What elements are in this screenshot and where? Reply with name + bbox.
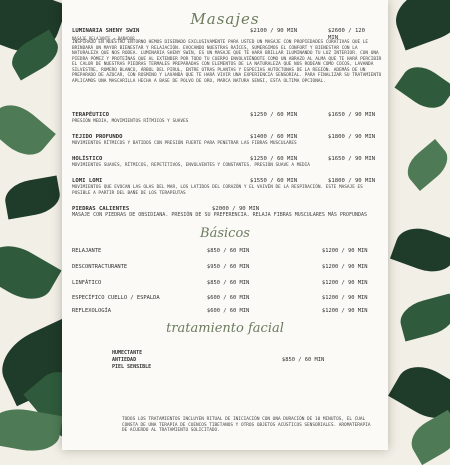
facial-option: ANTIEDAD [112,357,137,363]
service-piedras-calientes [72,206,378,224]
basic-price-60: $600 / 60 MIN [207,295,250,301]
section-title-facial: tratamiento facial [166,321,284,336]
service-price-90: $1800 / 90 MIN [328,134,376,140]
service-name: LOMI LOMI [72,178,103,184]
basic-price-60: $850 / 60 MIN [207,248,250,254]
basic-price-90: $1200 / 90 MIN [322,280,368,286]
basic-price-90: $1200 / 90 MIN [322,264,368,270]
basic-price-60: $950 / 60 MIN [207,264,250,270]
service-price-90: $1650 / 90 MIN [328,156,376,162]
service-description: PRESIÓN MEDIA, MOVIMIENTOS RÍTMICOS Y SUAVES [72,119,189,124]
service-lomi-lomi [72,178,378,202]
service-price-60: $1550 / 60 MIN [250,178,298,184]
facial-option: PIEL SENSIBLE [112,364,152,370]
service-tejido-profundo [72,134,378,152]
service-description: INSPIRADO EN NUESTRO ENTORNO HEMOS DISEÑADO EXCLUSIVAMENTE PARA USTED UN MASAJE CON PROPIEDADES CURATIVAS QUE LE BRINDARÁ UN MAYOR BIENESTAR Y RELAJACIÓN. EVOCANDO NUESTRAS RAÍCES, SUMERGIMOS EL CONFORT Y BIENESTAR CON LA NATURALEZA QUE NOS RODEA. LUMINARIA SHENY SWIN, ES UN MASAJE QUE TE HARÁ BRILLAR ILUMINANDO TU LUZ INTERIOR. CON UNA PIEDRA PÓMEZ Y PROTEÍNAS QUE AL EXTENDER POR TODO TU CUERPO ENVOLVIÉNDOTE COMO UN ABRAZO AL ALMA QUE TE HARÁ PERCIBIR EL CALOR DE NUESTRAS PIEDRAS TERMALES PREPARADAS CON ELEMENTOS DE LA NATURALEZA QUE NOS RODEAN COMO COCOS, LAVANDA SILVESTRE, ROMERO BLANCO, ÁRBOL DEL PIRUL, ENTRE OTRAS PLANTAS Y ESPECIAS AUTÓCTONAS DE LA REGIÓN. ADEMÁS DE UN PREPARADO DE AZÚCAR, CON ROSMINO Y LAVANDA QUE TE HARÁ VIVIR UNA EXPERIENCIA SENSORIAL. PARA FINALIZAR SU TRATAMIENTO APLICAMOS UNA MASCARILLA HECHA A BASE DE POLVO DE ORO, MARCA NATURA SENSI, ESTA ÚLTIMA OPCIONAL. [72,40,382,84]
service-description: MOVIMIENTOS QUE EVOCAN LAS OLAS DEL MAR, LOS LATIDOS DEL CORAZÓN Y EL VAIVÉN DE LA RESPIRACIÓN. ESTE MASAJE ES POSIBLE A PARTIR DEL BAÑE DE LOS TERAPEUTAS [72,185,363,196]
basic-price-60: $850 / 60 MIN [207,280,250,286]
service-holistico [72,156,378,174]
service-description: MOVIMIENTOS SUAVES, RÍTMICOS, REPETITIVOS, ENVOLVENTES Y CONSTANTES. PRESIÓN SUAVE A MEDIA [72,163,310,168]
footer-note: TODOS LOS TRATAMIENTOS INCLUYEN RITUAL DE INICIACIÓN CON UNA DURACIÓN DE 10 MINUTOS, EL CUAL CONSTA DE UNA TERAPIA DE CUENCOS TIBETANOS Y OTROS OBJETOS ACÚSTICOS SENSORIALES. AROMATERAPIA DE ACUERDO AL TRATAMIENTO SOLICITADO. [122,417,371,434]
service-name: TERAPÉUTICO [72,112,110,118]
service-price-60: $1250 / 60 MIN [250,112,298,118]
service-price-60: $1400 / 60 MIN [250,134,298,140]
basic-price-90: $1200 / 90 MIN [322,308,368,314]
basic-price-60: $600 / 60 MIN [207,308,250,314]
basic-name: RELAJANTE [72,248,102,254]
facial-price: $850 / 60 MIN [282,357,325,363]
section-title-basicos: Básicos [200,226,250,241]
service-description: MASAJE CON PIEDRAS DE OBSIDIANA. PRESIÓN DE SU PREFERENCIA. RELAJA FIBRAS MUSCULARES MÁS PROFUNDAS [72,212,368,218]
service-subtitle: MASAJE RELAJANTE + BAÑADOR [72,36,135,41]
basic-name: ESPECÍFICO CUELLO / ESPALDA [72,295,160,301]
facial-option: HUMECTANTE [112,350,143,356]
facial-options [112,350,151,371]
service-description: MOVIMIENTOS RÍTMICOS Y BATIDOS CON PRESIÓN FUERTE PARA PENETRAR LAS FIBRAS MUSCULARES [72,141,297,146]
service-name: PIEDRAS CALIENTES [72,206,130,212]
service-name: TEJIDO PROFUNDO [72,134,123,140]
service-luminaria [72,28,382,100]
service-name: LUMINARIA SHENY SWIN [72,28,140,34]
basic-name: REFLEXOLOGÍA [72,308,111,314]
basic-price-90: $1200 / 90 MIN [322,248,368,254]
service-terapeutico [72,112,378,130]
section-title-masajes: Masajes [190,10,260,28]
service-name: HOLÍSTICO [72,156,103,162]
service-price-90: $2600 / 120 MIN [328,28,366,41]
basic-name: DESCONTRACTURANTE [72,264,128,270]
service-price-60: $1250 / 60 MIN [250,156,298,162]
basic-name: LINFÁTICO [72,280,102,286]
service-price-90: $2000 / 90 MIN [212,206,260,212]
basic-price-90: $1200 / 90 MIN [322,295,368,301]
menu-sheet [62,0,388,450]
service-price-60: $2100 / 90 MIN [250,28,298,34]
service-price-90: $1800 / 90 MIN [328,178,376,184]
service-price-90: $1650 / 90 MIN [328,112,376,118]
